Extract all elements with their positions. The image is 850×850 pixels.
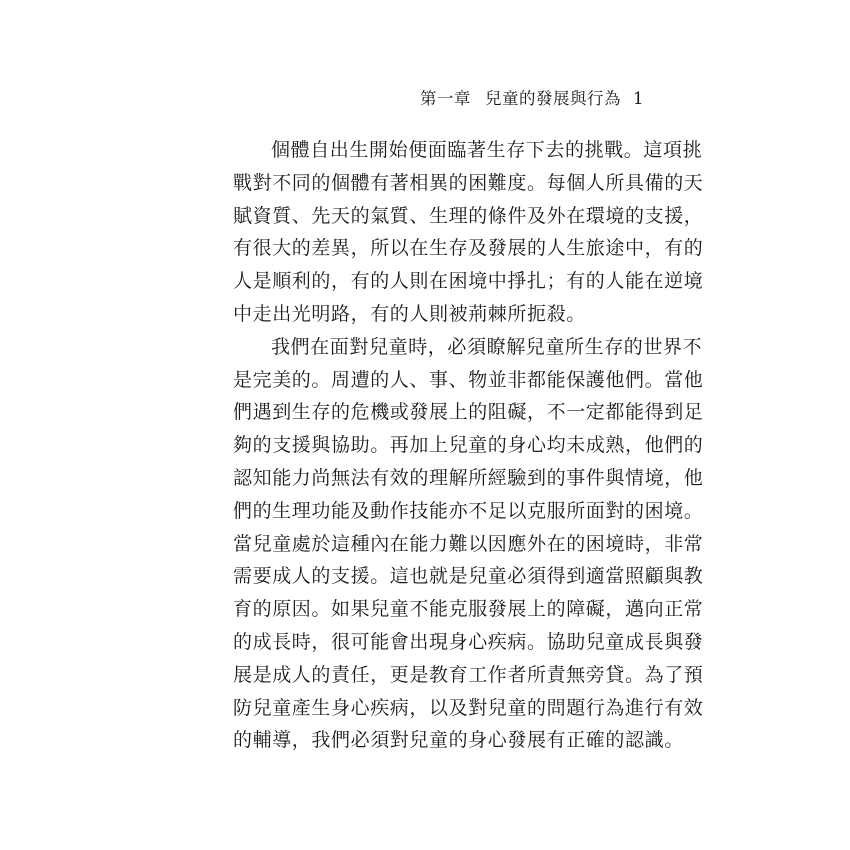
text-line: 展是成人的責任，更是教育工作者所責無旁貸。為了預 xyxy=(233,663,704,686)
paragraph xyxy=(233,331,704,757)
text-line: 防兒童產生身心疾病，以及對兒童的問題行為進行有效 xyxy=(233,696,704,719)
text-line: 夠的支援與協助。再加上兒童的身心均未成熟，他們的 xyxy=(233,434,704,457)
text-line: 有很大的差異，所以在生存及發展的人生旅途中，有的 xyxy=(233,237,704,260)
text-line: 們的生理功能及動作技能亦不足以克服所面對的困境。 xyxy=(233,499,704,522)
running-header xyxy=(420,86,655,112)
text-line: 的成長時，很可能會出現身心疾病。協助兒童成長與發 xyxy=(233,630,704,653)
text-line: 們遇到生存的危機或發展上的阻礙，不一定都能得到足 xyxy=(233,401,704,424)
text-line: 當兒童處於這種內在能力難以因應外在的困境時，非常 xyxy=(233,532,704,555)
text-line: 需要成人的支援。這也就是兒童必須得到適當照顧與教 xyxy=(233,565,704,588)
text-line: 中走出光明路，有的人則被荊棘所扼殺。 xyxy=(233,302,586,325)
chapter-label: 第一章 xyxy=(420,89,471,108)
paragraph xyxy=(233,134,704,331)
page-number: 1 xyxy=(633,89,644,108)
chapter-title: 兒童的發展與行為 xyxy=(485,89,621,108)
text-line: 個體自出生開始便面臨著生存下去的挑戰。這項挑 xyxy=(271,139,703,161)
text-line: 育的原因。如果兒童不能克服發展上的障礙，邁向正常 xyxy=(233,598,704,621)
text-line: 我們在面對兒童時，必須瞭解兒童所生存的世界不 xyxy=(271,335,703,358)
text-line: 戰對不同的個體有著相異的困難度。每個人所具備的天 xyxy=(233,171,704,194)
text-line: 是完美的。周遭的人、事、物並非都能保護他們。當他 xyxy=(233,368,704,391)
body-text xyxy=(233,134,704,757)
text-line: 賦資質、先天的氣質、生理的條件及外在環境的支援， xyxy=(233,204,704,227)
text-line: 認知能力尚無法有效的理解所經驗到的事件與情境，他 xyxy=(233,466,704,489)
text-line: 人是順利的，有的人則在困境中掙扎；有的人能在逆境 xyxy=(233,270,704,293)
text-line: 的輔導，我們必須對兒童的身心發展有正確的認識。 xyxy=(233,729,684,752)
